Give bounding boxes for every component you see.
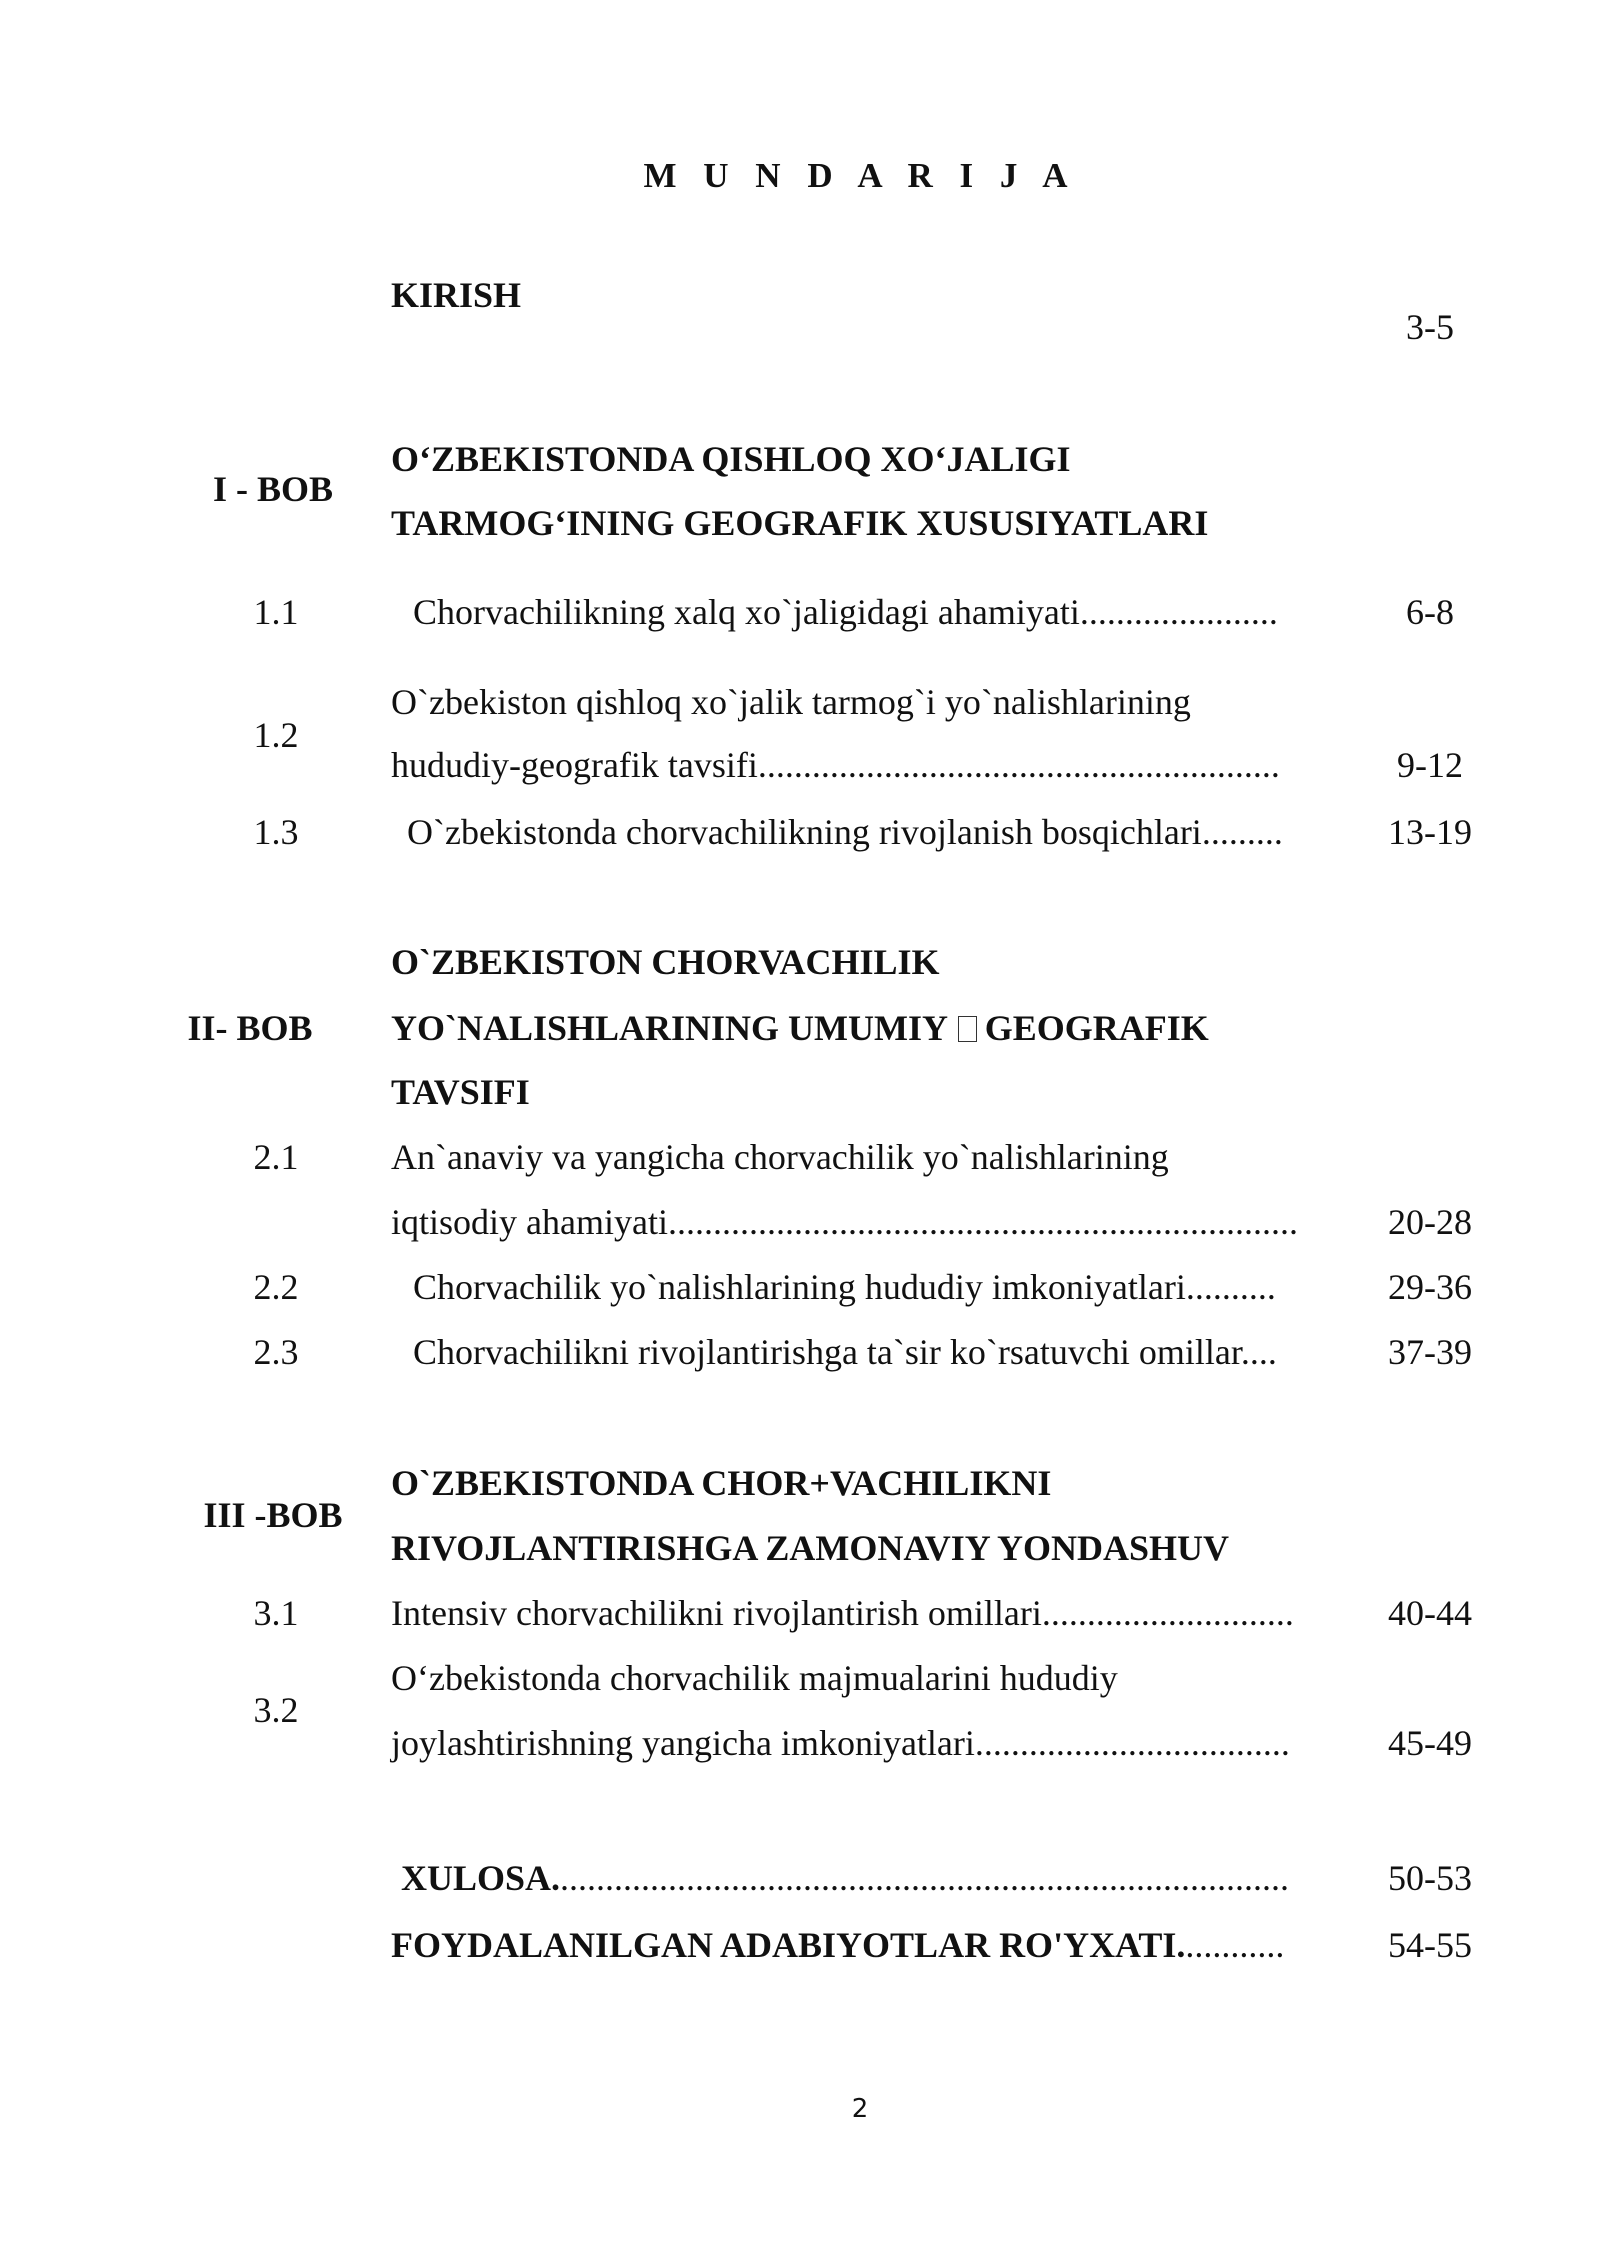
section-title-line2: joylashtirishning yangicha imkoniyatlari...................................: [391, 1723, 1290, 1763]
page-title: M U N D A R I J A: [643, 156, 1077, 195]
conclusion-entry: [401, 1860, 1289, 1896]
section-pages: 40-44: [1388, 1593, 1472, 1633]
section-number: 3.1: [253, 1593, 299, 1633]
section-title-line2: hududiy-geografik tavsifi..........................................................: [391, 745, 1280, 785]
chapter1-heading-line1: O‘ZBEKISTONDA QISHLOQ XO‘JALIGI: [391, 439, 1071, 479]
section-pages: 6-8: [1406, 592, 1454, 632]
section-title-line1: An`anaviy va yangicha chorvachilik yo`nalishlarining: [391, 1137, 1169, 1177]
references-pages: 54-55: [1388, 1925, 1472, 1965]
section-pages: 45-49: [1388, 1723, 1472, 1763]
section-title-line1: O‘zbekistonda chorvachilik majmualarini hududiy: [391, 1658, 1118, 1698]
section-number: 2.2: [253, 1267, 299, 1307]
chapter2-label: II- BOB: [187, 1008, 313, 1048]
section-title-line2: iqtisodiy ahamiyati......................................................................: [391, 1202, 1298, 1242]
section-number: 1.1: [253, 592, 299, 632]
chapter2-heading-line2: [391, 1010, 1209, 1046]
section-number: 1.2: [253, 715, 299, 755]
references-label: FOYDALANILGAN ADABIYOTLAR RO'YXATI.: [391, 1925, 1186, 1965]
chapter3-heading-line2: RIVOJLANTIRISHGA ZAMONAVIY YONDASHUV: [391, 1528, 1230, 1568]
section-title-line1: O`zbekiston qishloq xo`jalik tarmog`i yo`nalishlarining: [391, 682, 1191, 722]
chapter2-heading-line2b: GEOGRAFIK: [984, 1008, 1209, 1048]
references-dots: ...........: [1185, 1925, 1285, 1965]
chapter2-heading-line1: O`ZBEKISTON CHORVACHILIK: [391, 942, 940, 982]
section-pages: 13-19: [1388, 812, 1472, 852]
intro-pages: 3-5: [1406, 307, 1454, 347]
conclusion-pages: 50-53: [1388, 1858, 1472, 1898]
section-title: Chorvachilik yo`nalishlarining hududiy imkoniyatlari..........: [413, 1267, 1276, 1307]
section-title: O`zbekistonda chorvachilikning rivojlanish bosqichlari.........: [407, 812, 1283, 852]
references-entry: [391, 1927, 1284, 1963]
intro-label: KIRISH: [391, 275, 522, 315]
missing-glyph-icon: [958, 1016, 977, 1042]
section-number: 1.3: [253, 812, 299, 852]
section-pages: 29-36: [1388, 1267, 1472, 1307]
chapter1-heading-line2: TARMOG‘INING GEOGRAFIK XUSUSIYATLARI: [391, 503, 1209, 543]
chapter2-heading-line2a: YO`NALISHLARINING UMUMIY: [391, 1008, 947, 1048]
chapter1-label: I - BOB: [212, 469, 334, 509]
chapter2-heading-line3: TAVSIFI: [391, 1072, 530, 1112]
section-pages: 9-12: [1397, 745, 1463, 785]
section-number: 2.1: [253, 1137, 299, 1177]
chapter3-label: III -BOB: [203, 1495, 343, 1535]
section-number: 3.2: [253, 1690, 299, 1730]
section-number: 2.3: [253, 1332, 299, 1372]
page-number: 2: [851, 2094, 869, 2124]
conclusion-label: XULOSA.: [401, 1858, 561, 1898]
section-title: Intensiv chorvachilikni rivojlantirish omillari............................: [391, 1593, 1294, 1633]
section-title: Chorvachilikning xalq xo`jaligidagi ahamiyati......................: [413, 592, 1278, 632]
section-pages: 20-28: [1388, 1202, 1472, 1242]
chapter3-heading-line1: O`ZBEKISTONDA CHOR+VACHILIKNI: [391, 1463, 1052, 1503]
conclusion-dots: .................................................................................: [560, 1858, 1290, 1898]
section-title: Chorvachilikni rivojlantirishga ta`sir ko`rsatuvchi omillar....: [413, 1332, 1277, 1372]
section-pages: 37-39: [1388, 1332, 1472, 1372]
